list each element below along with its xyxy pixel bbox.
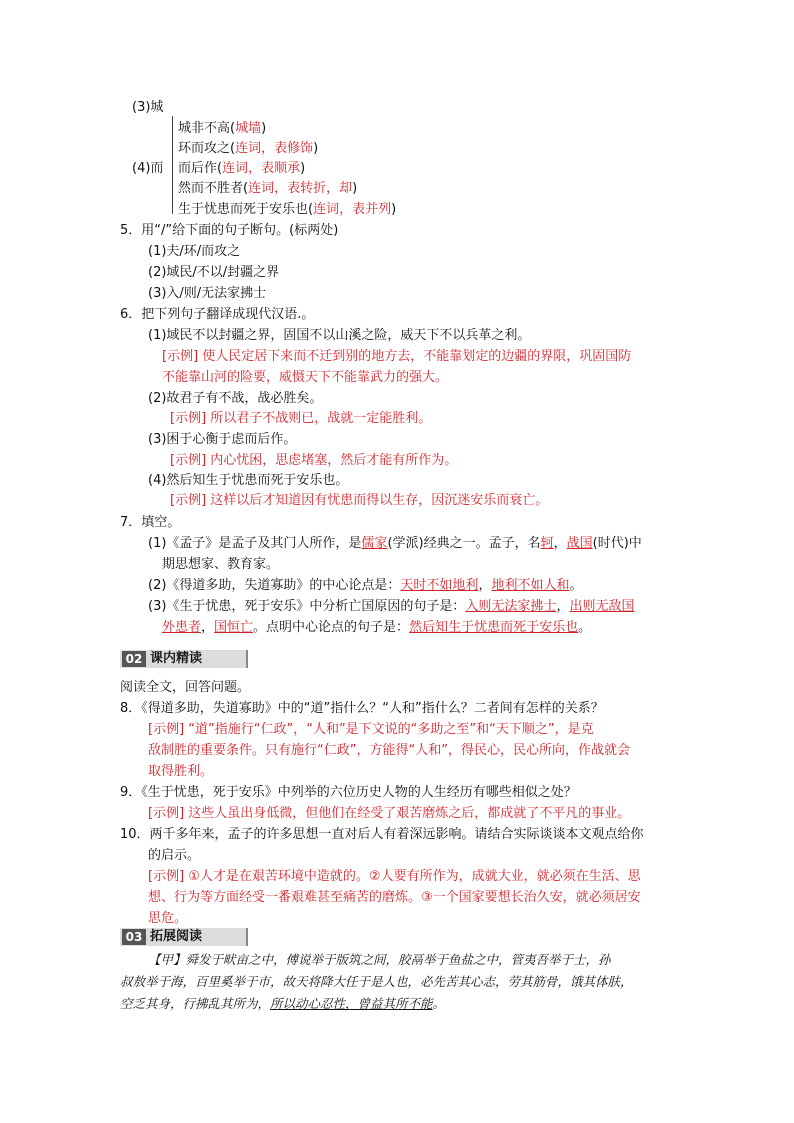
q7-answer: 出则无敌国 [569, 599, 635, 614]
note-text: ) [352, 181, 358, 196]
q7-line-2 [148, 577, 582, 595]
note-text: 而后作( [178, 161, 223, 176]
note-answer: 连词，表顺承 [222, 161, 301, 176]
passage-jia-line-2: 叔敖举于海，百里奚举于市，故天将降大任于是人也，必先苦其心志，劳其筋骨，饿其体肤， [120, 974, 633, 989]
header-edge [246, 928, 248, 946]
note-text: 环而攻之( [178, 141, 236, 156]
q9-answer: [示例] 这些人虽出身低微，但他们在经受了艰苦磨炼之后，都成就了不平凡的事业。 [148, 806, 631, 821]
q10-answer-2: 想、行为等方面经受一番艰难甚至痛苦的磨炼。③一个国家要想长治久安，就必须居安 [148, 890, 641, 905]
question-10: 10．两千多年来，孟子的许多思想一直对后人有着深远影响。请结合实际谈谈本文观点给你 [120, 827, 644, 842]
q7-text: 。 [569, 578, 583, 593]
note-answer: 连词，表转折，却 [248, 181, 353, 196]
q5-item-3: (3)入/则/无法家拂士 [148, 286, 267, 301]
note-text: 城非不高( [178, 121, 236, 136]
note-text: ) [313, 141, 319, 156]
section-header-02 [120, 650, 248, 668]
note-text: 然而不胜者( [178, 181, 249, 196]
q6-answer-1a: [示例] 使人民定居下来而不迁到别的地方去，不能靠划定的边疆的界限，巩固国防 [162, 349, 632, 364]
q7-line-1b: 期思想家、教育家。 [162, 557, 280, 572]
question-9: 9．《生于忧患，死于安乐》中列举的六位历史人物的人生经历有哪些相似之处？ [120, 785, 577, 800]
q7-text: (学派)经典之一。孟子，名 [387, 536, 541, 551]
q6-answer-2: [示例] 所以君子不战则已，战就一定能胜利。 [170, 411, 432, 426]
q7-line-1 [148, 535, 642, 553]
q7-answer: 然后知生于忧患而死于安乐也 [409, 620, 579, 635]
q5-item-2: (2)域民/不以/封疆之界 [148, 265, 280, 280]
q7-answer: 国恒亡 [214, 620, 254, 635]
q6-sentence-4: (4)然后知生于忧患而死于安乐也。 [148, 473, 349, 488]
q7-answer: 外患者 [162, 620, 202, 635]
q7-answer: 天时不如地利 [400, 578, 479, 593]
q7-text: ， [201, 620, 215, 635]
q8-answer-3: 取得胜利。 [148, 764, 214, 779]
q7-line-3b [162, 619, 591, 637]
question-5: 5．用“/”给下面的句子断句。(标两处) [120, 223, 339, 238]
note-er-2 [178, 160, 305, 178]
q7-line-3 [148, 598, 634, 616]
note-text: 生于忧患而死于安乐也( [178, 202, 314, 217]
q6-sentence-2: (2)故君子有不战，战必胜矣。 [148, 391, 323, 406]
note-er-1 [178, 140, 318, 158]
note-er-3 [178, 180, 357, 198]
item-4-3-label: (3)城 [132, 100, 164, 115]
q5-item-1: (1)夫/环/而攻之 [148, 244, 241, 259]
q6-answer-3: [示例] 内心忧困，思虑堵塞，然后才能有所作为。 [170, 453, 458, 468]
q6-answer-1b: 不能靠山河的险要，威慑天下不能靠武力的强大。 [162, 370, 449, 385]
passage-underlined: 所以动心忍性，曾益其所不能 [270, 996, 433, 1011]
section-header-03 [120, 928, 248, 946]
note-cheng [178, 120, 266, 138]
q8-answer-1: [示例] “道”指施行“仁政”，“人和”是下文说的“多助之至”和“天下顺之”，是克 [148, 722, 594, 737]
q10-answer-1: [示例] ①人才是在艰苦环境中造就的。②人要有所作为，成就大业，就必须在生活、思 [148, 869, 641, 884]
q6-sentence-3: (3)困于心衡于虑而后作。 [148, 432, 297, 447]
q7-answer: 轲 [540, 536, 554, 551]
q7-text: ， [553, 536, 567, 551]
passage-text: 空乏其身，行拂乱其所为， [120, 996, 271, 1011]
section-number: 02 [122, 651, 146, 667]
section-title: 拓展阅读 [150, 929, 203, 944]
passage-text: 。 [432, 996, 446, 1011]
question-10b: 的启示。 [148, 848, 201, 863]
note-answer: 连词，表并列 [313, 202, 392, 217]
q7-answer: 战国 [566, 536, 593, 551]
q7-text: (1)《孟子》是孟子及其门人所作，是 [148, 536, 362, 551]
q7-text: 。 [578, 620, 592, 635]
question-8: 8．《得道多助，失道寡助》中的“道”指什么？“人和”指什么？二者间有怎样的关系？ [120, 701, 604, 716]
q7-answer: 地利不如人和 [491, 578, 570, 593]
section-number: 03 [122, 929, 146, 945]
q7-answer: 儒家 [361, 536, 388, 551]
note-answer: 连词，表修饰 [235, 141, 314, 156]
q6-answer-4: [示例] 这样以后才知道因有忧患而得以生存，因沉迷安乐而衰亡。 [170, 493, 549, 508]
header-edge [246, 650, 248, 668]
section-title: 课内精读 [150, 651, 203, 666]
note-text: ) [391, 202, 397, 217]
q7-text: (时代)中 [592, 536, 642, 551]
q7-text: (3)《生于忧患，死于安乐》中分析亡国原因的句子是： [148, 599, 466, 614]
reading-instruction: 阅读全文，回答问题。 [120, 680, 251, 695]
note-er-4 [178, 201, 396, 219]
q8-answer-2: 敌制胜的重要条件。只有施行“仁政”，方能得“人和”，得民心，民心所向，作战就会 [148, 743, 630, 758]
q6-sentence-1: (1)域民不以封疆之界，固国不以山溪之险，威天下不以兵革之利。 [148, 328, 531, 343]
item-4-4-label: (4)而 [132, 161, 164, 176]
q7-text: ， [478, 578, 492, 593]
passage-jia-line-3 [120, 995, 445, 1013]
note-text: ) [261, 121, 267, 136]
q7-text: (2)《得道多助，失道寡助》的中心论点是： [148, 578, 401, 593]
note-text: ) [300, 161, 306, 176]
question-7: 7．填空。 [120, 515, 181, 530]
question-6: 6．把下列句子翻译成现代汉语.。 [120, 307, 315, 322]
q7-text: 。点明中心论点的句子是： [253, 620, 410, 635]
q10-answer-3: 思危。 [148, 911, 188, 926]
passage-jia-line-1: 【甲】舜发于畎亩之中，傅说举于版筑之间，胶鬲举于鱼盐之中，管夷吾举于士，孙 [148, 952, 611, 967]
note-answer: 城墙 [235, 121, 262, 136]
q7-answer: 入则无法家拂士 [465, 599, 557, 614]
q7-text: ， [556, 599, 570, 614]
